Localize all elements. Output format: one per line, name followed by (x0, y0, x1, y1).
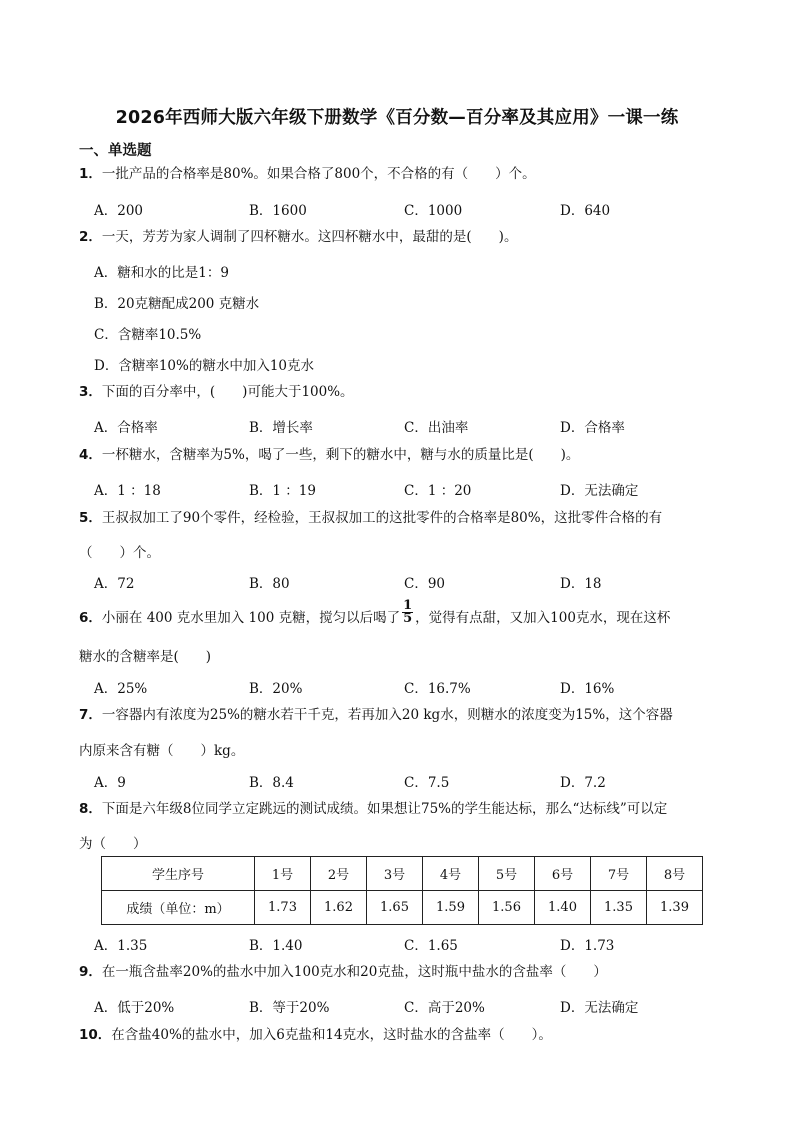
option-c[interactable]: C．高于20% (404, 1000, 485, 1016)
option-d[interactable]: D．7.2 (560, 775, 606, 791)
option-b[interactable]: B．增长率 (249, 420, 313, 436)
option-a[interactable]: A．200 (94, 203, 144, 219)
option-d[interactable]: D．合格率 (560, 420, 625, 436)
question-text-end: ，觉得有点甜，又加入100克水，现在这杯 (415, 610, 671, 626)
option-b[interactable]: B．20克糖配成200 克糖水 (94, 296, 260, 312)
table-cell: 1.59 (423, 891, 479, 925)
option-a[interactable]: A．72 (94, 576, 135, 592)
question-10 (79, 1020, 552, 1050)
option-d[interactable]: D．无法确定 (560, 483, 639, 499)
option-d[interactable]: D．640 (560, 203, 611, 219)
option-c[interactable]: C．出油率 (404, 420, 469, 436)
table-header-cell: 3号 (367, 857, 423, 891)
option-b[interactable]: B．等于20% (249, 1000, 330, 1016)
question-number: 8． (79, 801, 102, 817)
table-header-cell: 2号 (311, 857, 367, 891)
table-cell: 1.65 (367, 891, 423, 925)
option-c[interactable]: C．1 ：20 (404, 483, 472, 499)
table-header-cell: 5号 (479, 857, 535, 891)
question-text: 一天，芳芳为家人调制了四杯糖水。这四杯糖水中，最甜的是( )。 (101, 229, 518, 245)
page-title: 2026年西师大版六年级下册数学《百分数—百分率及其应用》一课一练 (115, 108, 679, 128)
option-a[interactable]: A．糖和水的比是1：9 (94, 265, 229, 281)
option-b[interactable]: B．80 (249, 576, 290, 592)
question-8 (79, 794, 667, 824)
option-b[interactable]: B．8.4 (249, 775, 294, 791)
question-number: 10． (79, 1027, 112, 1043)
question-text: 下面是六年级8位同学立定跳远的测试成绩。如果想让75%的学生能达标，那么“达标线”可以定 (101, 801, 668, 817)
option-d[interactable]: D．无法确定 (560, 1000, 639, 1016)
option-d[interactable]: D．16% (560, 681, 615, 697)
table-cell: 1.40 (535, 891, 591, 925)
score-table (101, 856, 703, 925)
option-b[interactable]: B．1600 (249, 203, 307, 219)
question-5 (79, 503, 662, 533)
question-2 (79, 222, 517, 252)
question-4 (79, 440, 579, 470)
question-1 (79, 159, 536, 189)
question-text: 一批产品的合格率是80%。如果合格了800个，不合格的有（ ）个。 (101, 166, 536, 182)
option-d[interactable]: D．1.73 (560, 938, 615, 954)
table-cell: 1.56 (479, 891, 535, 925)
option-c[interactable]: C．16.7% (404, 681, 471, 697)
option-a[interactable]: A．低于20% (94, 1000, 175, 1016)
question-text: 在含盐40%的盐水中，加入6克盐和14克水，这时盐水的含盐率（ ）。 (111, 1027, 552, 1043)
table-header-cell: 1号 (255, 857, 311, 891)
option-d[interactable]: D．18 (560, 576, 602, 592)
table-cell: 成绩（单位：m） (102, 891, 255, 925)
question-continuation: 糖水的含糖率是( ) (79, 649, 212, 665)
option-b[interactable]: B．20% (249, 681, 303, 697)
table-cell: 1.73 (255, 891, 311, 925)
table-header-cell: 7号 (591, 857, 647, 891)
question-text: 下面的百分率中，( )可能大于100%。 (101, 384, 354, 400)
question-continuation: 内原来含有糖（ ）kg。 (79, 743, 245, 759)
table-cell: 1.35 (591, 891, 647, 925)
option-a[interactable]: A．9 (94, 775, 126, 791)
option-c[interactable]: C．7.5 (404, 775, 450, 791)
question-text: 一杯糖水，含糖率为5%，喝了一些，剩下的糖水中，糖与水的质量比是( )。 (101, 447, 580, 463)
question-number: 9． (79, 964, 102, 980)
question-6 (79, 598, 671, 633)
option-d[interactable]: D．含糖率10%的糖水中加入10克水 (94, 358, 315, 374)
question-number: 1． (79, 166, 102, 182)
question-text: 一容器内有浓度为25%的糖水若干千克，若再加入20 kg水，则糖水的浓度变为15%，这个容器 (101, 707, 673, 723)
option-a[interactable]: A．合格率 (94, 420, 158, 436)
question-text-start: 小丽在 400 克水里加入 100 克糖，搅匀以后喝了 (101, 610, 401, 626)
section-heading: 一、单选题 (79, 143, 152, 159)
table-row (102, 891, 703, 925)
option-c[interactable]: C．90 (404, 576, 446, 592)
question-number: 2． (79, 229, 102, 245)
question-continuation: （ ）个。 (79, 545, 160, 561)
table-header-cell: 8号 (647, 857, 703, 891)
fraction-denominator: 5 (403, 611, 413, 626)
table-header-row (102, 857, 703, 891)
question-7 (79, 700, 673, 730)
option-a[interactable]: A．25% (94, 681, 148, 697)
question-text: 在一瓶含盐率20%的盐水中加入100克水和20克盐，这时瓶中盐水的含盐率（ ） (101, 964, 607, 980)
question-text: 王叔叔加工了90个零件，经检验，王叔叔加工的这批零件的合格率是80%，这批零件合格的有 (101, 510, 663, 526)
question-9 (79, 957, 607, 987)
option-c[interactable]: C．1.65 (404, 938, 458, 954)
fraction-numerator: 1 (403, 598, 413, 613)
question-number: 6． (79, 610, 102, 626)
table-header-cell: 6号 (535, 857, 591, 891)
option-a[interactable]: A．1 ：18 (94, 483, 161, 499)
question-number: 4． (79, 447, 102, 463)
question-continuation: 为（ ） (79, 836, 147, 852)
option-c[interactable]: C．1000 (404, 203, 463, 219)
table-cell: 1.62 (311, 891, 367, 925)
table-header-cell: 学生序号 (102, 857, 255, 891)
question-number: 7． (79, 707, 102, 723)
table-header-cell: 4号 (423, 857, 479, 891)
question-number: 5． (79, 510, 102, 526)
option-b[interactable]: B．1.40 (249, 938, 303, 954)
table-cell: 1.39 (647, 891, 703, 925)
question-3 (79, 377, 354, 407)
question-number: 3． (79, 384, 102, 400)
option-c[interactable]: C．含糖率10.5% (94, 327, 202, 343)
option-b[interactable]: B．1 ：19 (249, 483, 316, 499)
fraction (402, 600, 413, 625)
option-a[interactable]: A．1.35 (94, 938, 148, 954)
